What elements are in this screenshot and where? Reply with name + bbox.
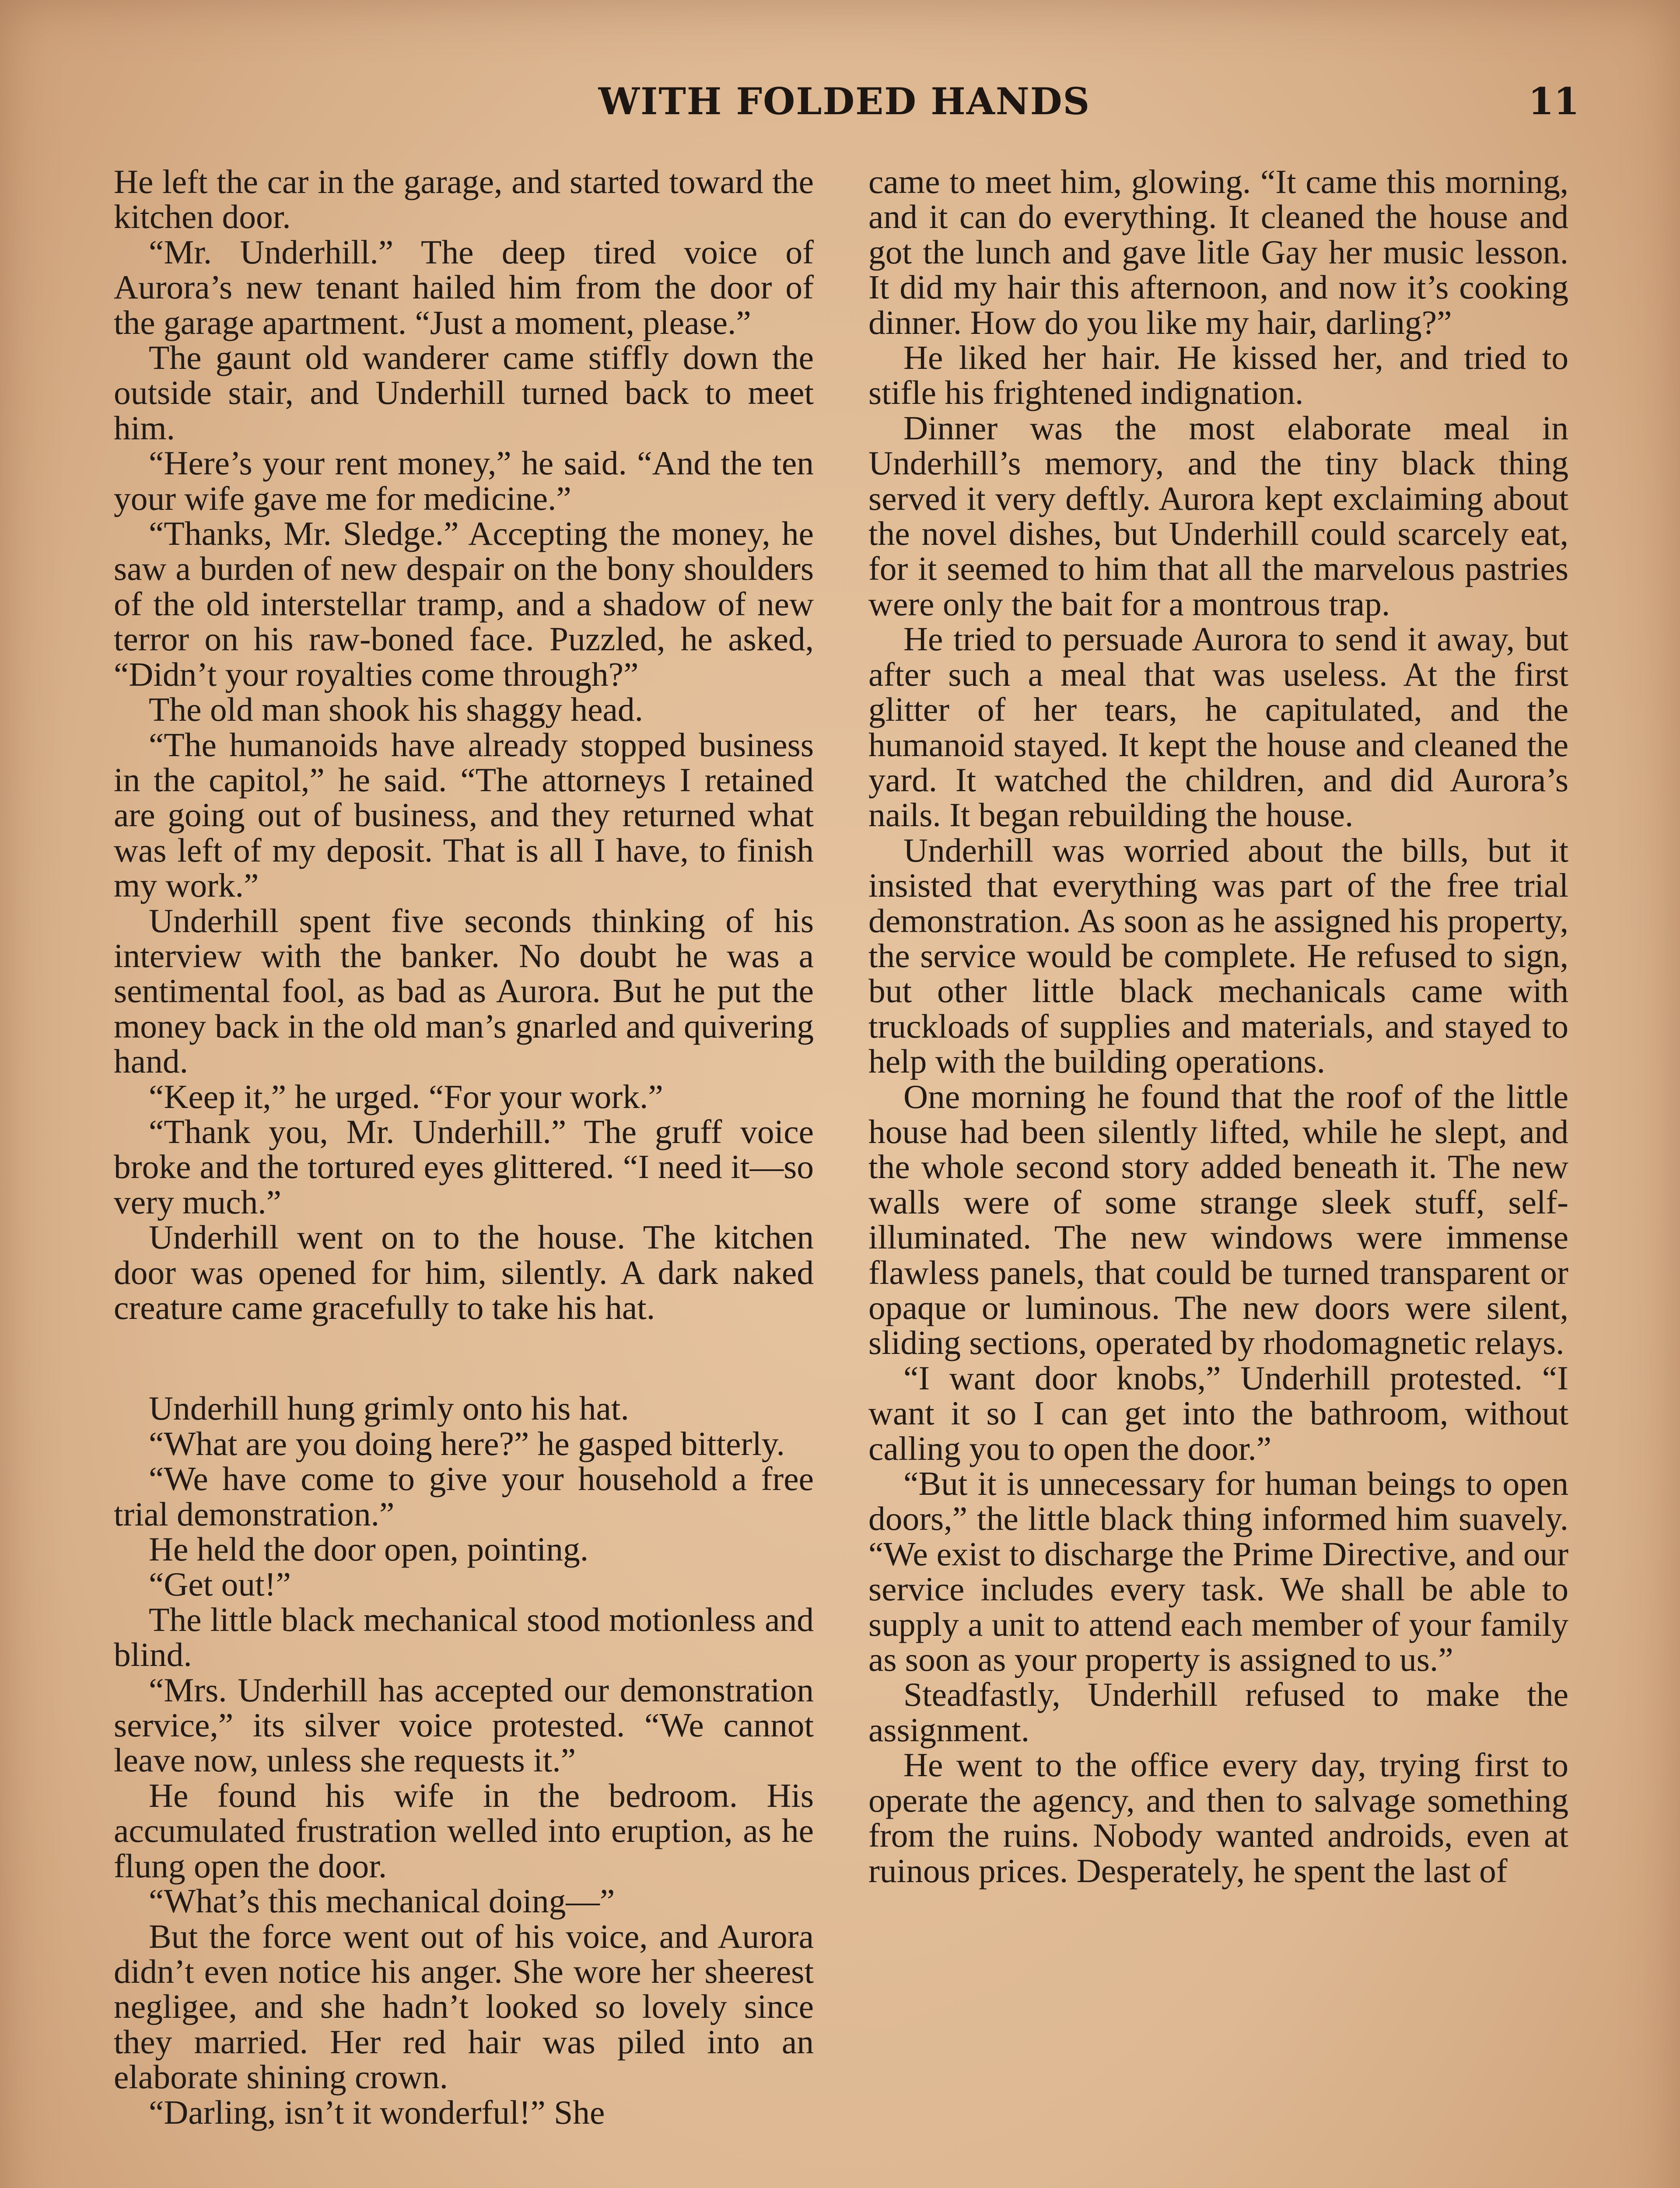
paragraph: Underhill was worried about the bills, but it insisted that everything was part of the free trial demonstration. As soon as he assigned his property, the service would be complete. He refused to sign, but other little black mechanicals came with truckloads of supplies and materials, and stayed to help with the building operations. [868,831,1568,1080]
left-column [114,164,814,2188]
paragraph: Underhill went on to the house. The kitchen door was opened for him, silently. A dark naked creature came gracefully to take his hat. [114,1218,814,1326]
paragraph: He tried to persuade Aurora to send it away, but after such a meal that was useless. At the first glitter of her tears, he capitulated, and the humanoid stayed. It kept the house and cleaned the yard. It watched the children, and did Aurora’s nails. It began rebuilding the house. [868,620,1568,834]
paragraph: Underhill hung grimly onto his hat. [149,1389,629,1427]
paragraph: But the force went out of his voice, and Aurora didn’t even notice his anger. She wore her sheerest negligee, and she hadn’t looked so lovely since they married. Her red hair was piled into an elaborate shining crown. [114,1917,814,2096]
paragraph: “Darling, isn’t it wonderful!” She [149,2093,605,2131]
paragraph: “We have come to give your household a free trial demonstration.” [114,1460,814,1533]
paragraph: “I want door knobs,” Underhill protested. “I want it so I can get into the bathroom, without calling you to open the door.” [868,1359,1568,1467]
paragraph: He went to the office every day, trying first to operate the agency, and then to salvage something from the ruins. Nobody wanted androids, even at ruinous prices. Desperately, he spent the last of [868,1746,1568,1890]
right-column [868,164,1568,2188]
paragraph: The little black mechanical stood motionless and blind. [114,1600,814,1674]
paragraph: “Keep it,” he urged. “For your work.” [149,1077,663,1115]
page-number: 11 [1528,80,1579,123]
paragraph: The gaunt old wanderer came stiffly down the outside stair, and Underhill turned back to meet him. [114,339,814,447]
paragraph: He liked her hair. He kissed her, and tried to stifle his frightened indignation. [868,339,1568,412]
paragraph: He left the car in the garage, and started toward the kitchen door. [114,164,814,236]
paragraph: Steadfastly, Underhill refused to make the assignment. [868,1676,1568,1749]
paragraph: “Here’s your rent money,” he said. “And the ten your wife gave me for medicine.” [114,444,814,517]
paragraph: “Thanks, Mr. Sledge.” Accepting the money, he saw a burden of new despair on the bony shoulders of the old interstellar tramp, and a shadow of new terror on his raw-boned face. Puzzled, he asked, “Didn’t your royalties come through?” [114,515,814,693]
paragraph: “Mrs. Underhill has accepted our demonstration service,” its silver voice protested. “We cannot leave now, unless she requests it.” [114,1671,814,1779]
paragraph: “The humanoids have already stopped business in the capitol,” he said. “The attorneys I retained are going out of business, and they returned what was left of my deposit. That is all I have, to finish my work.” [114,726,814,905]
paragraph: “What are you doing here?” he gasped bitterly. [149,1424,785,1462]
paragraph: came to meet him, glowing. “It came this morning, and it can do everything. It cleaned the house and got the lunch and gave litle Gay her music lesson. It did my hair this afternoon, and now it’s cooking dinner. How do you like my hair, darling?” [868,164,1568,341]
paragraph: “Get out!” [149,1565,291,1603]
running-title: WITH FOLDED HANDS [598,80,1091,123]
paragraph: “Mr. Underhill.” The deep tired voice of Aurora’s new tenant hailed him from the door of the garage apartment. “Just a moment, please.” [114,233,814,341]
paragraph: “Thank you, Mr. Underhill.” The gruff voice broke and the tortured eyes glittered. “I need it—so very much.” [114,1112,814,1221]
paragraph: Dinner was the most elaborate meal in Underhill’s memory, and the tiny black thing served it very deftly. Aurora kept exclaiming about the novel dishes, but Underhill could scarcely eat, for it seemed to him that all the marvelous pastries were only the bait for a montrous trap. [868,409,1568,623]
paragraph: Underhill spent five seconds thinking of his interview with the banker. No doubt he was a sentimental fool, as bad as Aurora. But he put the money back in the old man’s gnarled and quivering hand. [114,901,814,1080]
paragraph: “But it is unnecessary for human beings to open doors,” the little black thing informed him suavely. “We exist to discharge the Prime Directive, and our service includes every task. We shall be able to supply a unit to attend each member of your family as soon as your property is assigned to us.” [868,1465,1568,1679]
paragraph: The old man shook his shaggy head. [149,691,644,729]
paragraph: “What’s this mechanical doing—” [149,1882,615,1920]
paragraph: He held the door open, pointing. [149,1530,589,1568]
paragraph: He found his wife in the bedroom. His accumulated frustration welled into eruption, as he flung open the door. [114,1776,814,1885]
paragraph: One morning he found that the roof of the little house had been silently lifted, while he slept, and the whole second story added beneath it. The new walls were of some strange sleek stuff, self-illuminated. The new windows were immense flawless panels, that could be turned transparent or opaque or luminous. The new doors were silent, sliding sections, operated by rhodomagnetic relays. [868,1077,1568,1362]
